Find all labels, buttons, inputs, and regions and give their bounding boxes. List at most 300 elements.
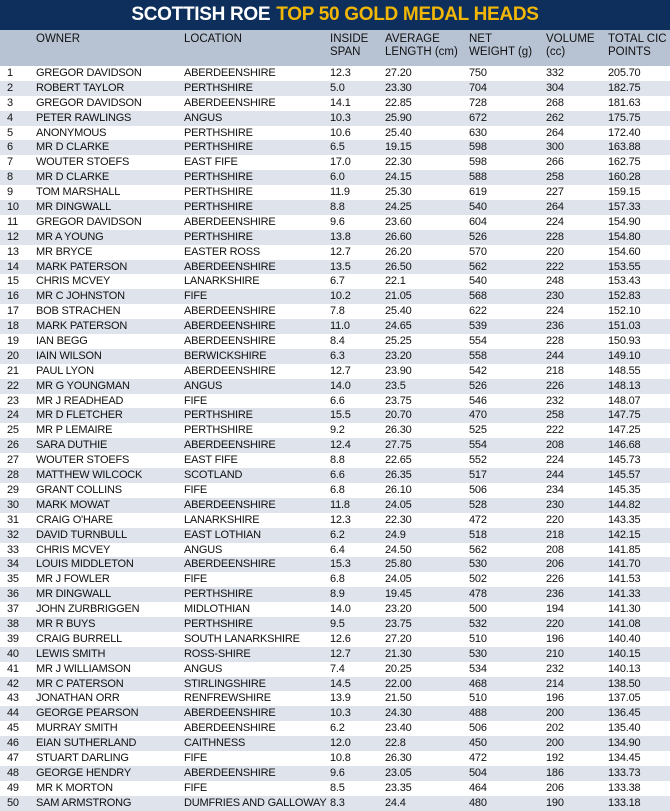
cell-net-weight: 500 (469, 603, 487, 616)
cell-rank: 25 (7, 424, 19, 437)
table-row (0, 423, 670, 438)
cell-owner: MURRAY SMITH (36, 722, 118, 735)
cell-owner: ANONYMOUS (36, 126, 107, 139)
cell-total-points: 153.55 (608, 260, 641, 273)
table-row (0, 245, 670, 260)
table-row (0, 557, 670, 572)
cell-inside-span: 11.9 (330, 186, 350, 199)
cell-rank: 50 (7, 796, 19, 809)
cell-total-points: 181.63 (608, 96, 641, 109)
cell-owner: CRAIG O'HARE (36, 513, 113, 526)
cell-average-length: 23.30 (385, 81, 412, 94)
cell-owner: LEWIS SMITH (36, 647, 106, 660)
header-location: LOCATION (184, 33, 242, 45)
header-inside-span: INSIDE SPAN (330, 33, 369, 58)
cell-total-points: 140.15 (608, 647, 641, 660)
cell-net-weight: 540 (469, 275, 487, 288)
cell-rank: 10 (7, 201, 19, 214)
cell-average-length: 23.40 (385, 722, 412, 735)
cell-location: PERTHSHIRE (184, 171, 253, 184)
cell-total-points: 182.75 (608, 81, 641, 94)
cell-rank: 39 (7, 632, 19, 645)
header-total-points: TOTAL CIC POINTS (608, 33, 667, 58)
table-row (0, 468, 670, 483)
cell-location: ROSS-SHIRE (184, 647, 251, 660)
cell-average-length: 25.40 (385, 126, 412, 139)
table-row (0, 528, 670, 543)
cell-rank: 37 (7, 603, 19, 616)
cell-total-points: 140.40 (608, 632, 641, 645)
cell-average-length: 23.60 (385, 215, 412, 228)
cell-volume: 332 (546, 67, 564, 79)
cell-owner: EIAN SUTHERLAND (36, 737, 137, 750)
table-row (0, 408, 670, 423)
cell-volume: 226 (546, 379, 564, 392)
cell-total-points: 141.30 (608, 603, 641, 616)
cell-owner: MR C PATERSON (36, 677, 124, 690)
cell-net-weight: 534 (469, 662, 487, 675)
cell-total-points: 133.18 (608, 796, 641, 809)
cell-rank: 19 (7, 335, 19, 348)
title-banner (0, 0, 670, 30)
cell-net-weight: 510 (469, 632, 487, 645)
table-row (0, 140, 670, 155)
cell-average-length: 22.30 (385, 156, 412, 169)
cell-average-length: 25.40 (385, 305, 412, 318)
cell-rank: 14 (7, 260, 19, 273)
cell-average-length: 23.20 (385, 349, 412, 362)
cell-total-points: 175.75 (608, 111, 641, 124)
cell-average-length: 26.20 (385, 245, 412, 258)
cell-total-points: 154.90 (608, 215, 641, 228)
cell-owner: GEORGE HENDRY (36, 766, 131, 779)
cell-location: ABERDEENSHIRE (184, 260, 276, 273)
cell-owner: GEORGE PEARSON (36, 707, 139, 720)
cell-location: ABERDEENSHIRE (184, 766, 276, 779)
cell-location: ANGUS (184, 543, 223, 556)
cell-net-weight: 502 (469, 573, 487, 586)
cell-owner: SARA DUTHIE (36, 439, 108, 452)
table-row (0, 453, 670, 468)
cell-total-points: 134.45 (608, 751, 641, 764)
cell-net-weight: 554 (469, 439, 487, 452)
cell-inside-span: 6.2 (330, 722, 345, 735)
cell-total-points: 136.45 (608, 707, 641, 720)
cell-inside-span: 12.4 (330, 439, 351, 452)
cell-volume: 192 (546, 751, 564, 764)
cell-net-weight: 554 (469, 335, 487, 348)
table-row (0, 200, 670, 215)
cell-inside-span: 8.9 (330, 588, 345, 601)
cell-owner: MR DINGWALL (36, 588, 112, 601)
cell-volume: 300 (546, 141, 564, 154)
cell-location: FIFE (184, 290, 208, 303)
table-row (0, 766, 670, 781)
cell-net-weight: 464 (469, 781, 487, 794)
header-net-weight: NET WEIGHT (g) (469, 33, 533, 58)
cell-rank: 38 (7, 617, 19, 630)
cell-location: ABERDEENSHIRE (184, 305, 276, 318)
cell-owner: MR DINGWALL (36, 201, 112, 214)
cell-inside-span: 9.2 (330, 424, 345, 437)
cell-location: FIFE (184, 781, 208, 794)
cell-inside-span: 8.8 (330, 454, 345, 467)
cell-total-points: 160.28 (608, 171, 641, 184)
cell-inside-span: 8.5 (330, 781, 345, 794)
cell-inside-span: 12.0 (330, 737, 351, 750)
cell-owner: MR A YOUNG (36, 230, 104, 243)
cell-average-length: 26.50 (385, 260, 412, 273)
cell-rank: 33 (7, 543, 19, 556)
cell-volume: 196 (546, 632, 564, 645)
cell-inside-span: 8.4 (330, 335, 345, 348)
header-owner: OWNER (36, 33, 81, 45)
cell-average-length: 20.25 (385, 662, 412, 675)
cell-total-points: 147.75 (608, 409, 641, 422)
cell-rank: 41 (7, 662, 19, 675)
cell-inside-span: 6.8 (330, 573, 345, 586)
table-row (0, 498, 670, 513)
cell-owner: BOB STRACHEN (36, 305, 121, 318)
cell-inside-span: 12.7 (330, 245, 351, 258)
cell-average-length: 26.30 (385, 424, 412, 437)
cell-net-weight: 630 (469, 126, 487, 139)
cell-net-weight: 528 (469, 498, 487, 511)
cell-volume: 264 (546, 126, 564, 139)
cell-location: DUMFRIES AND GALLOWAY (184, 796, 327, 809)
cell-inside-span: 6.0 (330, 171, 345, 184)
cell-volume: 304 (546, 81, 564, 94)
cell-owner: CRAIG BURRELL (36, 632, 123, 645)
cell-volume: 222 (546, 424, 564, 437)
cell-rank: 3 (7, 96, 13, 109)
cell-net-weight: 588 (469, 171, 487, 184)
cell-net-weight: 562 (469, 543, 487, 556)
cell-location: ABERDEENSHIRE (184, 96, 276, 109)
cell-owner: CHRIS MCVEY (36, 275, 111, 288)
cell-owner: IAIN WILSON (36, 349, 102, 362)
cell-average-length: 22.00 (385, 677, 412, 690)
cell-average-length: 24.9 (385, 528, 406, 541)
cell-owner: GREGOR DAVIDSON (36, 96, 142, 109)
cell-location: ABERDEENSHIRE (184, 439, 276, 452)
cell-average-length: 22.1 (385, 275, 406, 288)
cell-rank: 17 (7, 305, 19, 318)
table-row (0, 781, 670, 796)
cell-net-weight: 570 (469, 245, 487, 258)
cell-average-length: 21.05 (385, 290, 412, 303)
cell-average-length: 20.70 (385, 409, 412, 422)
cell-inside-span: 9.6 (330, 766, 345, 779)
cell-inside-span: 13.5 (330, 260, 351, 273)
cell-volume: 244 (546, 349, 564, 362)
cell-inside-span: 8.3 (330, 796, 345, 809)
table-row (0, 617, 670, 632)
cell-rank: 8 (7, 171, 13, 184)
cell-average-length: 22.85 (385, 96, 412, 109)
cell-total-points: 140.13 (608, 662, 641, 675)
cell-location: LANARKSHIRE (184, 513, 260, 526)
cell-volume: 258 (546, 171, 564, 184)
cell-inside-span: 9.6 (330, 215, 345, 228)
table-row (0, 691, 670, 706)
cell-net-weight: 542 (469, 364, 487, 377)
cell-volume: 264 (546, 201, 564, 214)
cell-location: ABERDEENSHIRE (184, 67, 276, 79)
cell-volume: 234 (546, 483, 564, 496)
cell-location: ANGUS (184, 111, 223, 124)
cell-volume: 194 (546, 603, 564, 616)
cell-total-points: 149.10 (608, 349, 641, 362)
cell-inside-span: 10.2 (330, 290, 351, 303)
table-row (0, 349, 670, 364)
cell-volume: 186 (546, 766, 564, 779)
cell-location: CAITHNESS (184, 737, 246, 750)
cell-total-points: 159.15 (608, 186, 641, 199)
cell-owner: MR G YOUNGMAN (36, 379, 130, 392)
table-row (0, 319, 670, 334)
cell-rank: 34 (7, 558, 19, 571)
cell-net-weight: 704 (469, 81, 487, 94)
cell-net-weight: 472 (469, 751, 487, 764)
table-row (0, 364, 670, 379)
cell-location: PERTHSHIRE (184, 126, 253, 139)
cell-volume: 220 (546, 245, 564, 258)
cell-location: PERTHSHIRE (184, 81, 253, 94)
cell-volume: 208 (546, 543, 564, 556)
cell-net-weight: 517 (469, 469, 487, 482)
cell-rank: 43 (7, 692, 19, 705)
cell-net-weight: 562 (469, 260, 487, 273)
cell-volume: 220 (546, 513, 564, 526)
cell-rank: 45 (7, 722, 19, 735)
cell-volume: 236 (546, 588, 564, 601)
cell-total-points: 148.13 (608, 379, 641, 392)
cell-rank: 40 (7, 647, 19, 660)
cell-location: PERTHSHIRE (184, 588, 253, 601)
cell-inside-span: 6.6 (330, 394, 345, 407)
cell-rank: 11 (7, 215, 19, 228)
cell-owner: MR J READHEAD (36, 394, 124, 407)
cell-location: FIFE (184, 751, 208, 764)
table-row (0, 185, 670, 200)
cell-location: MIDLOTHIAN (184, 603, 250, 616)
cell-net-weight: 450 (469, 737, 487, 750)
cell-average-length: 26.35 (385, 469, 412, 482)
cell-total-points: 157.33 (608, 201, 641, 214)
cell-rank: 48 (7, 766, 19, 779)
cell-average-length: 24.4 (385, 796, 406, 809)
cell-rank: 35 (7, 573, 19, 586)
table-row (0, 572, 670, 587)
cell-total-points: 151.03 (608, 320, 641, 333)
cell-volume: 190 (546, 796, 564, 809)
cell-owner: SAM ARMSTRONG (36, 796, 132, 809)
cell-volume: 218 (546, 364, 564, 377)
cell-average-length: 19.15 (385, 141, 412, 154)
cell-volume: 222 (546, 260, 564, 273)
cell-total-points: 146.68 (608, 439, 641, 452)
table-row (0, 260, 670, 275)
cell-total-points: 137.05 (608, 692, 641, 705)
table-row (0, 438, 670, 453)
cell-owner: PETER RAWLINGS (36, 111, 132, 124)
cell-net-weight: 532 (469, 617, 487, 630)
cell-location: EASTER ROSS (184, 245, 261, 258)
cell-average-length: 23.75 (385, 617, 412, 630)
cell-inside-span: 6.4 (330, 543, 345, 556)
cell-owner: JONATHAN ORR (36, 692, 120, 705)
cell-total-points: 134.90 (608, 737, 641, 750)
cell-rank: 15 (7, 275, 19, 288)
cell-inside-span: 14.1 (330, 96, 351, 109)
cell-total-points: 153.43 (608, 275, 641, 288)
cell-owner: PAUL LYON (36, 364, 94, 377)
cell-location: ABERDEENSHIRE (184, 707, 276, 720)
cell-net-weight: 750 (469, 67, 487, 79)
cell-rank: 12 (7, 230, 19, 243)
cell-volume: 210 (546, 647, 564, 660)
cell-rank: 24 (7, 409, 19, 422)
table-body (0, 66, 670, 811)
cell-inside-span: 11.0 (330, 320, 350, 333)
cell-volume: 206 (546, 558, 564, 571)
cell-location: ANGUS (184, 662, 223, 675)
cell-rank: 21 (7, 364, 19, 377)
cell-volume: 214 (546, 677, 564, 690)
cell-owner: MARK MOWAT (36, 498, 110, 511)
cell-location: ABERDEENSHIRE (184, 722, 276, 735)
cell-net-weight: 506 (469, 483, 487, 496)
cell-inside-span: 8.8 (330, 201, 345, 214)
cell-average-length: 25.25 (385, 335, 412, 348)
cell-average-length: 27.20 (385, 632, 412, 645)
cell-average-length: 24.50 (385, 543, 412, 556)
cell-location: PERTHSHIRE (184, 424, 253, 437)
table-row (0, 632, 670, 647)
table-row (0, 751, 670, 766)
cell-location: ANGUS (184, 379, 223, 392)
cell-inside-span: 10.8 (330, 751, 351, 764)
table-row (0, 736, 670, 751)
cell-volume: 206 (546, 781, 564, 794)
cell-total-points: 163.88 (608, 141, 641, 154)
cell-net-weight: 604 (469, 215, 487, 228)
cell-volume: 230 (546, 498, 564, 511)
cell-rank: 13 (7, 245, 19, 258)
cell-owner: MR D CLARKE (36, 171, 109, 184)
cell-net-weight: 539 (469, 320, 487, 333)
cell-average-length: 21.30 (385, 647, 412, 660)
cell-total-points: 145.35 (608, 483, 641, 496)
cell-location: FIFE (184, 483, 208, 496)
cell-volume: 262 (546, 111, 564, 124)
table-row (0, 513, 670, 528)
cell-net-weight: 619 (469, 186, 487, 199)
cell-total-points: 133.38 (608, 781, 641, 794)
cell-net-weight: 546 (469, 394, 487, 407)
table-row (0, 543, 670, 558)
cell-owner: LOUIS MIDDLETON (36, 558, 134, 571)
cell-total-points: 205.70 (608, 67, 641, 79)
cell-owner: GREGOR DAVIDSON (36, 67, 142, 79)
cell-average-length: 22.8 (385, 737, 406, 750)
cell-inside-span: 17.0 (330, 156, 351, 169)
cell-volume: 268 (546, 96, 564, 109)
cell-average-length: 27.20 (385, 67, 412, 79)
cell-volume: 232 (546, 662, 564, 675)
cell-owner: STUART DARLING (36, 751, 129, 764)
cell-total-points: 172.40 (608, 126, 641, 139)
cell-total-points: 154.80 (608, 230, 641, 243)
table-row (0, 274, 670, 289)
cell-average-length: 22.30 (385, 513, 412, 526)
table-row (0, 677, 670, 692)
cell-location: ABERDEENSHIRE (184, 320, 276, 333)
cell-rank: 32 (7, 528, 19, 541)
cell-rank: 29 (7, 483, 19, 496)
cell-owner: MR C JOHNSTON (36, 290, 125, 303)
table-row (0, 647, 670, 662)
cell-average-length: 24.05 (385, 498, 412, 511)
cell-owner: MARK PATERSON (36, 320, 128, 333)
cell-inside-span: 14.0 (330, 603, 351, 616)
cell-owner: TOM MARSHALL (36, 186, 121, 199)
table-row (0, 155, 670, 170)
cell-volume: 220 (546, 617, 564, 630)
cell-location: ABERDEENSHIRE (184, 215, 276, 228)
table-row (0, 304, 670, 319)
table-row (0, 230, 670, 245)
cell-total-points: 141.08 (608, 617, 641, 630)
cell-location: ABERDEENSHIRE (184, 364, 276, 377)
cell-volume: 236 (546, 320, 564, 333)
cell-net-weight: 472 (469, 513, 487, 526)
cell-volume: 218 (546, 528, 564, 541)
cell-owner: WOUTER STOEFS (36, 454, 130, 467)
cell-total-points: 152.10 (608, 305, 641, 318)
cell-rank: 44 (7, 707, 19, 720)
cell-owner: MR P LEMAIRE (36, 424, 113, 437)
cell-owner: MR R BUYS (36, 617, 96, 630)
cell-rank: 27 (7, 454, 19, 467)
cell-inside-span: 15.3 (330, 558, 351, 571)
table-header (0, 30, 670, 66)
cell-rank: 2 (7, 81, 13, 94)
cell-net-weight: 506 (469, 722, 487, 735)
cell-location: EAST LOTHIAN (184, 528, 261, 541)
cell-inside-span: 6.8 (330, 483, 345, 496)
cell-net-weight: 526 (469, 230, 487, 243)
table-row (0, 796, 670, 811)
cell-total-points: 145.73 (608, 454, 641, 467)
cell-volume: 230 (546, 290, 564, 303)
table-row (0, 170, 670, 185)
cell-rank: 22 (7, 379, 19, 392)
cell-total-points: 138.50 (608, 677, 641, 690)
cell-total-points: 152.83 (608, 290, 641, 303)
cell-rank: 28 (7, 469, 19, 482)
cell-total-points: 135.40 (608, 722, 641, 735)
table-row (0, 602, 670, 617)
cell-rank: 20 (7, 349, 19, 362)
cell-volume: 228 (546, 335, 564, 348)
table-row (0, 111, 670, 126)
header-volume: VOLUME (cc) (546, 33, 595, 58)
cell-inside-span: 6.5 (330, 141, 345, 154)
cell-rank: 46 (7, 737, 19, 750)
cell-inside-span: 6.2 (330, 528, 345, 541)
